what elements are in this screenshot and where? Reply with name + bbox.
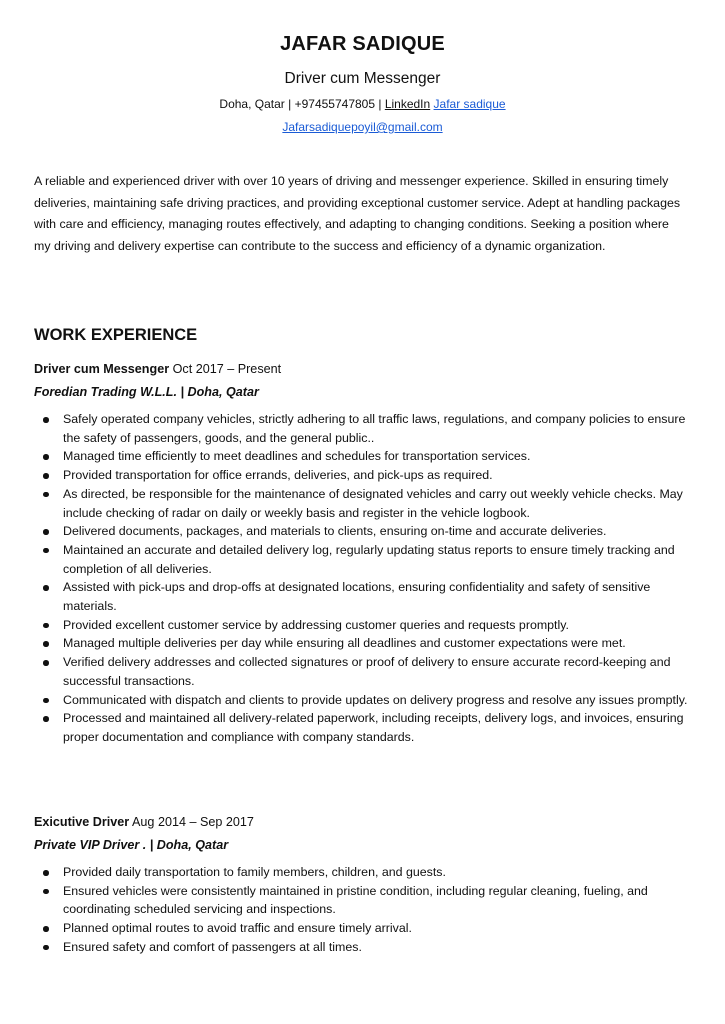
job-role: Exicutive Driver bbox=[34, 815, 130, 829]
candidate-title: Driver cum Messenger bbox=[284, 70, 441, 87]
phone: +97455747805 bbox=[294, 97, 376, 111]
location: Doha, Qatar bbox=[219, 97, 285, 111]
bullet-text: Maintained an accurate and detailed delivery log, regularly updating status reports to ensure timely tracking and completion of all deliveries. bbox=[63, 542, 675, 576]
job-dates: Oct 2017 – Present bbox=[172, 362, 282, 376]
job-heading bbox=[34, 362, 281, 376]
list-item bbox=[34, 485, 694, 522]
bullet-icon bbox=[43, 473, 49, 479]
bullet-text: Provided excellent customer service by addressing customer queries and requests promptly. bbox=[63, 617, 569, 632]
list-item bbox=[34, 541, 694, 578]
bullet-icon bbox=[43, 548, 49, 554]
bullet-text: Assisted with pick-ups and drop-offs at designated locations, ensuring confidentiality and safety of sensitive materials. bbox=[63, 580, 651, 614]
bullet-text: Ensured safety and comfort of passengers at all times. bbox=[63, 939, 362, 954]
email-line bbox=[0, 120, 725, 134]
bullet-text: Safely operated company vehicles, strictly adhering to all traffic laws, regulations, and company policies to ensure the safety of passengers, goods, and the general public.. bbox=[63, 412, 686, 445]
linkedin-label: LinkedIn bbox=[384, 97, 431, 111]
job-company: Private VIP Driver . | Doha, Qatar bbox=[34, 838, 229, 852]
bullet-icon bbox=[43, 623, 49, 629]
linkedin-link[interactable]: Jafar sadique bbox=[433, 97, 506, 111]
bullet-icon bbox=[43, 641, 49, 647]
bullet-icon bbox=[43, 585, 49, 591]
list-item bbox=[34, 653, 694, 690]
list-item bbox=[34, 919, 694, 938]
bullet-text: Communicated with dispatch and clients to provide updates on delivery progress and resolve any issues promptly. bbox=[63, 692, 688, 707]
section-heading-work-experience: WORK EXPERIENCE bbox=[34, 326, 198, 344]
bullet-text: Managed time efficiently to meet deadlines and schedules for transportation services. bbox=[63, 449, 531, 464]
job-bullet-list bbox=[34, 863, 694, 957]
job-bullet-list bbox=[34, 410, 694, 747]
bullet-icon bbox=[43, 492, 49, 498]
bullet-icon bbox=[43, 454, 49, 460]
bullet-icon bbox=[43, 870, 49, 876]
job-company: Foredian Trading W.L.L. | Doha, Qatar bbox=[34, 385, 259, 399]
bullet-text: Ensured vehicles were consistently maintained in pristine condition, including regular cleaning, fueling, and coordinating scheduled servicing and inspections. bbox=[63, 883, 648, 917]
bullet-icon bbox=[43, 945, 49, 951]
bullet-text: Planned optimal routes to avoid traffic and ensure timely arrival. bbox=[63, 921, 412, 936]
list-item bbox=[34, 447, 694, 466]
job-dates: Aug 2014 – Sep 2017 bbox=[132, 815, 254, 829]
email-link[interactable]: Jafarsadiquepoyil@gmail.com bbox=[282, 120, 443, 134]
bullet-icon bbox=[43, 698, 49, 704]
bullet-icon bbox=[43, 529, 49, 535]
contact-line bbox=[0, 97, 725, 111]
bullet-icon bbox=[43, 716, 49, 722]
bullet-text: Managed multiple deliveries per day while ensuring all deadlines and customer expectations were met. bbox=[63, 636, 626, 651]
bullet-icon bbox=[43, 926, 49, 932]
candidate-name: JAFAR SADIQUE bbox=[280, 33, 445, 55]
list-item bbox=[34, 863, 694, 882]
list-item bbox=[34, 522, 694, 541]
job-role: Driver cum Messenger bbox=[34, 362, 170, 376]
separator: | bbox=[375, 97, 385, 111]
list-item bbox=[34, 691, 694, 710]
list-item bbox=[34, 938, 694, 957]
bullet-text: As directed, be responsible for the maintenance of designated vehicles and carry out weekly vehicle checks. May include checking of radar on daily or weekly basis and register in the vehicle logbook. bbox=[63, 486, 683, 520]
bullet-text: Processed and maintained all delivery-related paperwork, including receipts, delivery logs, and invoices, ensuring proper documentation and compliance with company standards. bbox=[63, 711, 684, 744]
separator: | bbox=[284, 97, 295, 111]
list-item bbox=[34, 410, 694, 447]
bullet-text: Verified delivery addresses and collected signatures or proof of delivery to ensure accurate record-keeping and successful transactions. bbox=[63, 655, 671, 688]
bullet-icon bbox=[43, 417, 49, 423]
list-item bbox=[34, 709, 694, 746]
list-item bbox=[34, 616, 694, 635]
bullet-text: Provided daily transportation to family members, children, and guests. bbox=[63, 865, 446, 879]
list-item bbox=[34, 578, 694, 615]
list-item bbox=[34, 882, 694, 919]
list-item bbox=[34, 634, 694, 653]
professional-summary: A reliable and experienced driver with over 10 years of driving and messenger experience. Skilled in ensuring timely deliveries, maintaining safe driving practices, and providing exceptional customer service. Adept at handling packages with care and efficiency, managing routes effectively, and adapting to changing conditions. Seeking a position where my driving and delivery expertise can contribute to the success and efficiency of a dynamic organization. bbox=[34, 174, 681, 253]
bullet-icon bbox=[43, 660, 49, 666]
bullet-icon bbox=[43, 889, 49, 895]
bullet-text: Delivered documents, packages, and materials to clients, ensuring on-time and accurate deliveries. bbox=[63, 524, 607, 539]
job-heading bbox=[34, 815, 254, 829]
list-item bbox=[34, 466, 694, 485]
bullet-text: Provided transportation for office errands, deliveries, and pick-ups as required. bbox=[63, 468, 493, 483]
